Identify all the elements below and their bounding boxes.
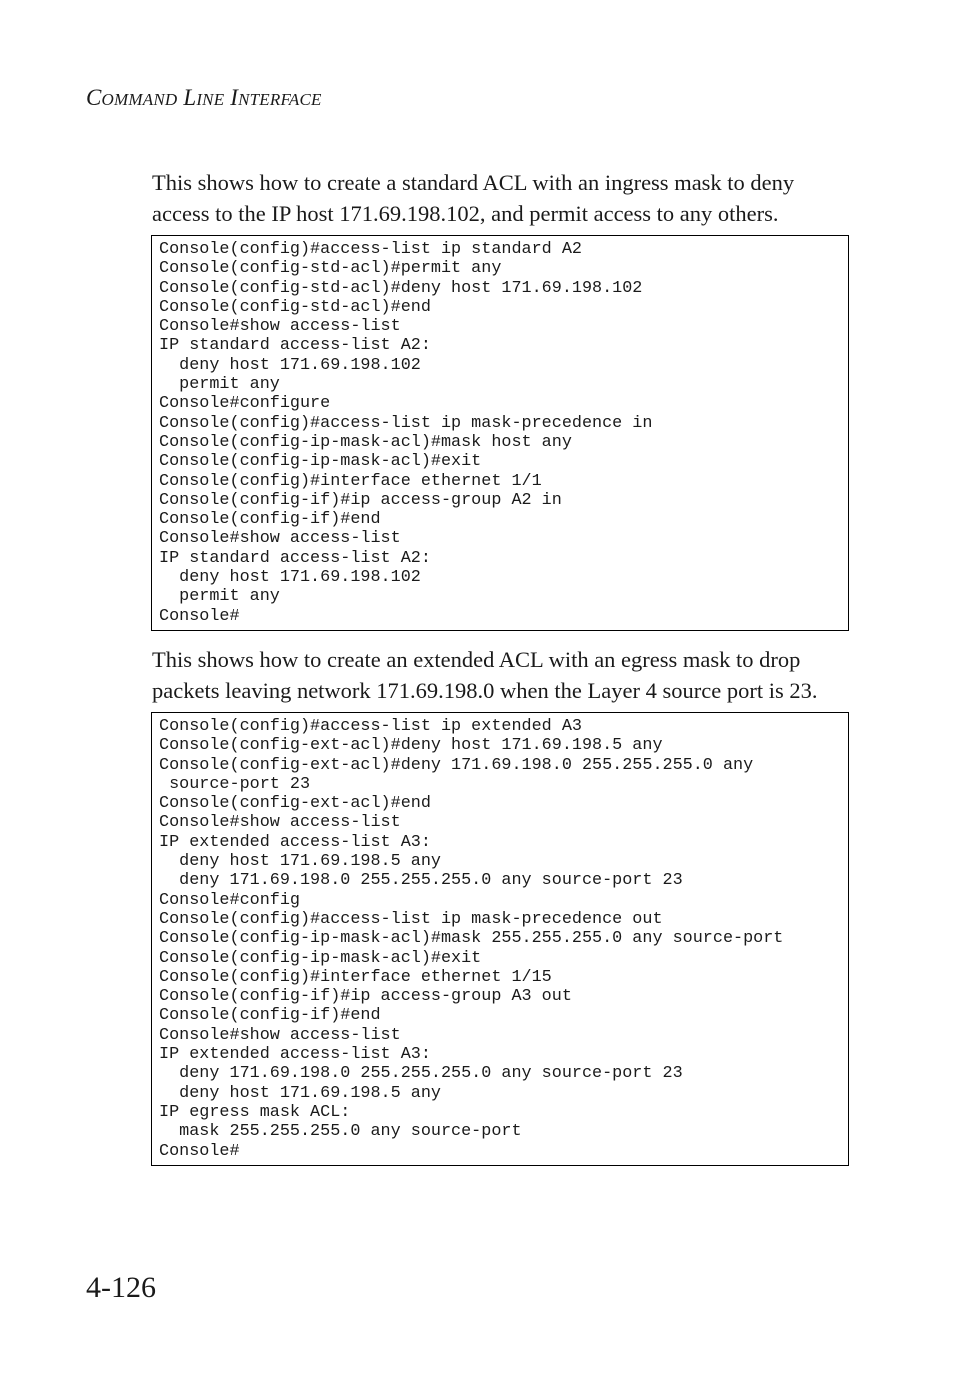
code-line: deny host 171.69.198.102 [159,568,421,588]
code-line: deny 171.69.198.0 255.255.255.0 any source-port 23 [159,1064,683,1084]
code-line: Console#show access-list [159,813,401,833]
code-line: IP extended access-list A3: [159,1045,431,1065]
header-rest-command: OMMAND [101,90,178,109]
code-line: deny 171.69.198.0 255.255.255.0 any source-port 23 [159,871,683,891]
paragraph-line: This shows how to create a standard ACL with an ingress mask to deny [152,170,795,195]
code-line: Console(config-ip-mask-acl)#mask host any [159,432,572,452]
code-line: Console(config-std-acl)#permit any [159,259,502,279]
header-initial-l: L [183,85,197,110]
header-initial-i: I [230,85,239,110]
page-number: 4-126 [86,1271,156,1304]
code-line: permit any [159,587,280,607]
code-line: Console(config)#access-list ip mask-precedence in [159,413,653,433]
code-line: Console(config-if)#end [159,1006,381,1026]
intro-paragraph-standard-acl [152,167,872,229]
code-line: Console(config-if)#end [159,510,381,530]
code-line: source-port 23 [159,774,311,794]
code-line: Console(config-ip-mask-acl)#mask 255.255.255.0 any source-port [159,929,784,949]
code-line: Console(config-if)#ip access-group A3 out [159,987,572,1007]
code-line: Console(config-std-acl)#deny host 171.69.198.102 [159,278,643,298]
code-line: deny host 171.69.198.5 any [159,1083,441,1103]
code-line: Console# [159,606,240,626]
paragraph-line: This shows how to create an extended ACL with an egress mask to drop [152,647,801,672]
code-line: permit any [159,375,280,395]
running-header [86,84,322,114]
code-line: Console(config-ip-mask-acl)#exit [159,452,482,472]
code-line: Console(config-ext-acl)#deny host 171.69.198.5 any [159,736,663,756]
code-line: mask 255.255.255.0 any source-port [159,1122,522,1142]
code-line: IP extended access-list A3: [159,832,431,852]
code-line: Console#config [159,890,300,910]
code-line: deny host 171.69.198.5 any [159,852,441,872]
code-line: IP egress mask ACL: [159,1102,351,1122]
code-line: IP standard access-list A2: [159,336,431,356]
code-line: Console(config-ext-acl)#deny 171.69.198.0 255.255.255.0 any [159,755,754,775]
code-line: Console(config-std-acl)#end [159,297,431,317]
code-line: IP standard access-list A2: [159,548,431,568]
code-line: Console#show access-list [159,529,401,549]
code-line: Console# [159,1141,240,1161]
header-rest-line: INE [196,90,225,109]
header-initial-c: C [86,85,102,110]
code-line: deny host 171.69.198.102 [159,355,421,375]
paragraph-line: access to the IP host 171.69.198.102, and permit access to any others. [152,201,779,226]
code-example-extended-acl [151,712,849,1166]
header-rest-interface: NTERFACE [238,90,322,109]
code-line: Console(config)#interface ethernet 1/1 [159,471,542,491]
code-line: Console(config)#access-list ip standard A2 [159,240,582,259]
code-line: Console#configure [159,394,331,414]
intro-paragraph-extended-acl [152,644,872,706]
code-line: Console(config)#access-list ip extended A3 [159,717,582,736]
code-line: Console(config-ip-mask-acl)#exit [159,948,482,968]
code-line: Console#show access-list [159,317,401,337]
code-line: Console(config)#interface ethernet 1/15 [159,967,552,987]
code-line: Console(config)#access-list ip mask-precedence out [159,909,663,929]
code-line: Console(config-ext-acl)#end [159,794,431,814]
code-example-standard-acl [151,235,849,631]
code-line: Console(config-if)#ip access-group A2 in [159,490,562,510]
code-line: Console#show access-list [159,1025,401,1045]
paragraph-line: packets leaving network 171.69.198.0 when the Layer 4 source port is 23. [152,678,818,703]
